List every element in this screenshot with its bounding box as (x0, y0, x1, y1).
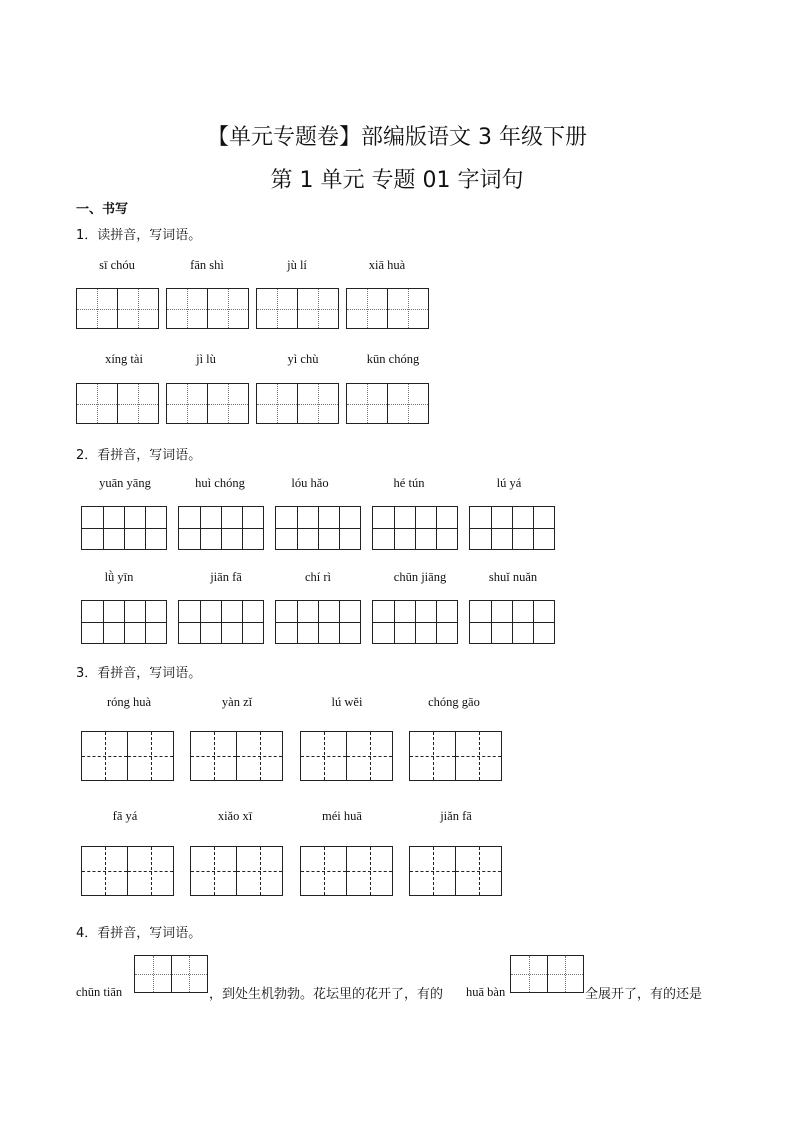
pinyin-label: sī chóu (99, 258, 135, 272)
pinyin-label: jù lí (287, 258, 307, 272)
pinyin-label: róng huà (106, 695, 152, 709)
writing-grid[interactable] (81, 731, 174, 781)
section-heading: 一、书写 (76, 202, 129, 217)
writing-grid[interactable] (409, 731, 502, 781)
writing-grid[interactable] (409, 846, 502, 896)
pinyin-label: xiā huà (368, 258, 406, 272)
pinyin-label: hé tún (393, 476, 425, 490)
sentence-fragment (76, 985, 122, 1000)
writing-grid[interactable] (372, 600, 458, 644)
writing-grid[interactable] (178, 600, 264, 644)
writing-grid[interactable] (346, 288, 429, 329)
writing-grid[interactable] (178, 506, 264, 550)
pinyin-label: jiān fā (210, 570, 242, 584)
writing-grid[interactable] (166, 383, 249, 424)
question-4-label: 4．看拼音，写词语。 (76, 926, 202, 941)
pinyin-label: méi huā (322, 809, 362, 823)
pinyin-label: lǜ yīn (104, 570, 134, 584)
question-1-label: 1．读拼音，写词语。 (76, 228, 202, 243)
writing-grid[interactable] (190, 846, 283, 896)
writing-grid[interactable] (372, 506, 458, 550)
writing-grid[interactable] (166, 288, 249, 329)
pinyin-label: yàn zǐ (221, 695, 253, 709)
page-subtitle: 第 1 单元 专题 01 字词句 (270, 168, 524, 193)
sentence-fragment: 全展开了，有的还是 (585, 987, 703, 1002)
writing-grid[interactable] (510, 955, 584, 993)
pinyin-label: jiǎn fā (440, 809, 472, 823)
pinyin-inline: huā bàn (466, 985, 506, 999)
writing-grid[interactable] (256, 383, 339, 424)
pinyin-label: lú yá (496, 476, 522, 490)
pinyin-label: chí rì (304, 570, 332, 584)
sentence-fragment (466, 985, 505, 1000)
writing-grid[interactable] (346, 383, 429, 424)
writing-grid[interactable] (300, 846, 393, 896)
pinyin-label: jì lù (196, 352, 216, 366)
pinyin-label: lóu hǎo (291, 476, 329, 490)
pinyin-label: shuǐ nuǎn (488, 570, 538, 584)
question-2-label: 2．看拼音，写词语。 (76, 448, 202, 463)
pinyin-label: yì chù (287, 352, 319, 366)
writing-grid[interactable] (81, 506, 167, 550)
writing-grid[interactable] (469, 600, 555, 644)
writing-grid[interactable] (190, 731, 283, 781)
page-title: 【单元专题卷】部编版语文 3 年级下册 (207, 125, 587, 150)
writing-grid[interactable] (134, 955, 208, 993)
pinyin-label: xiǎo xī (217, 809, 253, 823)
pinyin-label: fā yá (112, 809, 138, 823)
writing-grid[interactable] (275, 600, 361, 644)
writing-grid[interactable] (275, 506, 361, 550)
pinyin-label: yuān yāng (99, 476, 151, 490)
pinyin-label: fān shì (190, 258, 224, 272)
sentence-fragment: ，到处生机勃勃。花坛里的花开了，有的 (209, 987, 444, 1002)
writing-grid[interactable] (76, 383, 159, 424)
writing-grid[interactable] (81, 600, 167, 644)
writing-grid[interactable] (256, 288, 339, 329)
pinyin-label: lú wěi (331, 695, 363, 709)
pinyin-label: chūn jiāng (393, 570, 447, 584)
pinyin-label: huì chóng (195, 476, 245, 490)
writing-grid[interactable] (76, 288, 159, 329)
pinyin-label: xíng tài (105, 352, 143, 366)
pinyin-label: kūn chóng (366, 352, 420, 366)
writing-grid[interactable] (469, 506, 555, 550)
question-3-label: 3．看拼音，写词语。 (76, 666, 202, 681)
writing-grid[interactable] (300, 731, 393, 781)
pinyin-inline: chūn tiān (76, 985, 123, 999)
pinyin-label: chóng gāo (428, 695, 480, 709)
writing-grid[interactable] (81, 846, 174, 896)
